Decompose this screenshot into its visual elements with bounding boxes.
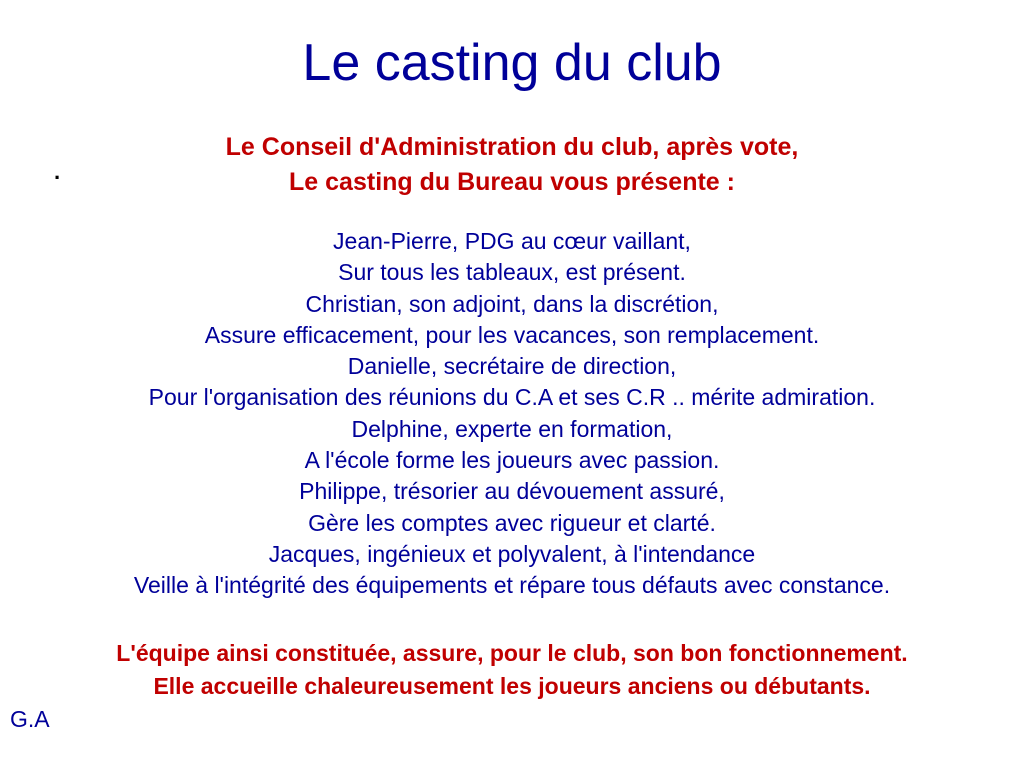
- poem-line: Sur tous les tableaux, est présent.: [338, 259, 686, 286]
- outro-text: [0, 637, 1024, 703]
- poem-line: Gère les comptes avec rigueur et clarté.: [308, 509, 716, 536]
- poem-line: Philippe, trésorier au dévouement assuré,: [299, 478, 725, 505]
- intro-line-1: Le Conseil d'Administration du club, après vote,: [225, 133, 799, 161]
- stray-dot: ·: [54, 165, 62, 190]
- intro-line-2: Le casting du Bureau vous présente :: [289, 168, 735, 196]
- poem-line: Christian, son adjoint, dans la discrétion,: [305, 290, 719, 317]
- poem-line: Danielle, secrétaire de direction,: [347, 353, 677, 380]
- outro-line-1: L'équipe ainsi constituée, assure, pour le club, son bon fonctionnement.: [116, 640, 908, 666]
- outro-line-2: Elle accueille chaleureusement les joueurs anciens ou débutants.: [153, 673, 871, 699]
- poem-line: Jean-Pierre, PDG au cœur vaillant,: [333, 228, 691, 254]
- poem-line: Delphine, experte en formation,: [351, 415, 673, 442]
- poem-line: A l'école forme les joueurs avec passion.: [304, 447, 720, 474]
- page-title: Le casting du club: [302, 34, 722, 92]
- author-signature: G.A: [10, 706, 50, 732]
- poem-line: Pour l'organisation des réunions du C.A et ses C.R .. mérite admiration.: [148, 384, 876, 411]
- poem-line: Assure efficacement, pour les vacances, son remplacement.: [204, 321, 820, 348]
- poem-line: Jacques, ingénieux et polyvalent, à l'intendance: [268, 540, 756, 567]
- poem-body: [0, 226, 1024, 602]
- intro-text: [0, 130, 1024, 200]
- poem-line: Veille à l'intégrité des équipements et répare tous défauts avec constance.: [133, 572, 891, 599]
